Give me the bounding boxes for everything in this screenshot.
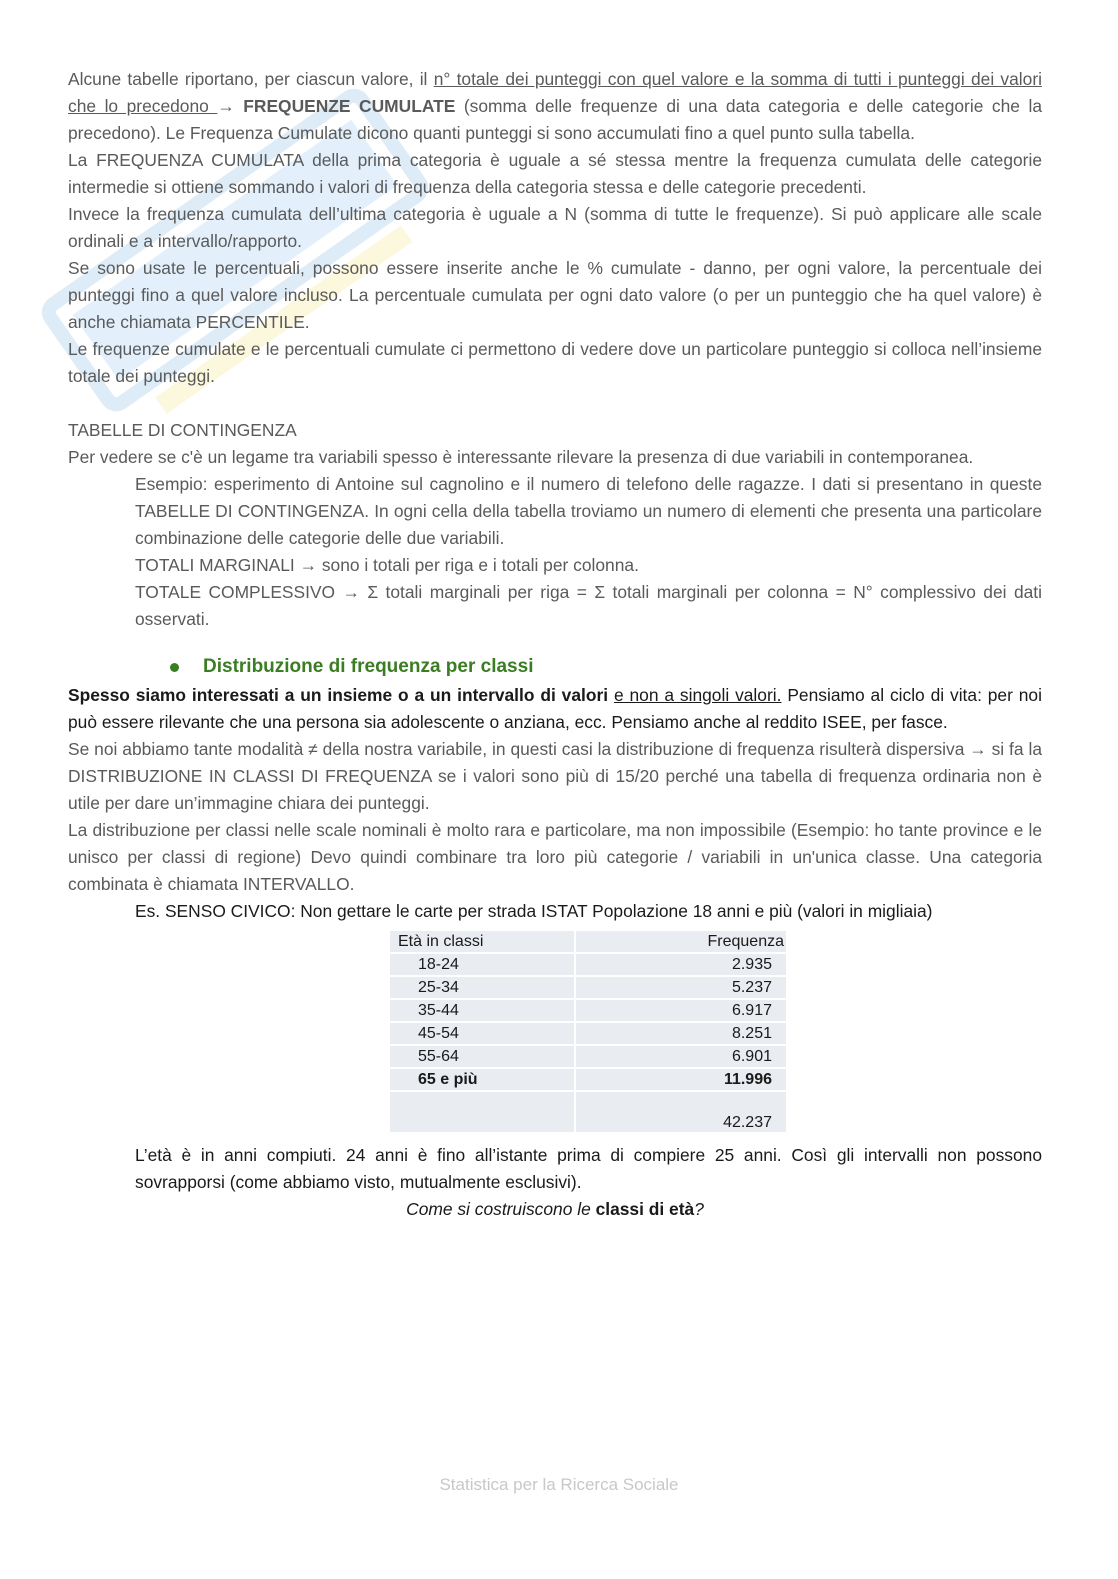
question-post: ? <box>694 1199 704 1219</box>
paragraph-classi-frequenza: Se noi abbiamo tante modalità ≠ della nostra variabile, in questi casi la distribuzione di frequenza risulterà dispersiva → si fa la DISTRIBUZIONE IN CLASSI DI FREQUENZA se i valori sono più di 15/20 perché una tabella di frequenza ordinaria non è utile per dare un’immagine chiara dei punteggi. <box>68 739 1042 813</box>
frequency-table-wrapper <box>388 929 788 1134</box>
table-total-row <box>390 1092 786 1132</box>
section-heading-text: Distribuzione di frequenza per classi <box>203 656 534 677</box>
paragraph-intervallo-valori <box>68 682 1042 736</box>
paragraph-frequenze-cumulate <box>68 66 1042 147</box>
cell-frequency: 6.901 <box>576 1046 786 1067</box>
cell-frequency: 11.996 <box>576 1069 786 1090</box>
arrow-symbol: → <box>217 96 244 116</box>
p1-pre: Alcune tabelle riportano, per ciascun valore, il <box>68 69 434 89</box>
p1-underlined: n° totale dei punteggi con quel valore e la somma di tutti i punteggi dei valori che lo precedono <box>68 69 1042 116</box>
cell-empty <box>390 1092 574 1132</box>
cell-class: 35-44 <box>390 1000 574 1021</box>
cell-class: 55-64 <box>390 1046 574 1067</box>
table-row <box>390 977 786 998</box>
section-heading-distribuzione <box>168 652 1042 682</box>
paragraph-question <box>68 1196 1042 1223</box>
paragraph-prima-categoria: La FREQUENZA CUMULATA della prima categoria è uguale a sé stessa mentre la frequenza cumulata delle categorie intermedie si ottiene sommando i valori di frequenza della categoria stessa e delle categorie precedenti. <box>68 150 1042 197</box>
cell-frequency: 6.917 <box>576 1000 786 1021</box>
term-frequenze-cumulate: FREQUENZE CUMULATE <box>243 96 456 116</box>
section-title-contingenza: TABELLE DI CONTINGENZA <box>68 420 297 440</box>
table-row <box>390 954 786 975</box>
paragraph-senso-civico: Es. SENSO CIVICO: Non gettare le carte per strada ISTAT Popolazione 18 anni e più (valori in migliaia) <box>135 901 933 921</box>
paragraph-anni-compiuti: L’età è in anni compiuti. 24 anni è fino all’istante prima di compiere 25 anni. Così gli intervalli non possono sovrapporsi (come abbiamo visto, mutualmente esclusivi). <box>135 1145 1042 1192</box>
table-header-row <box>390 931 786 952</box>
p10-rest: Pensiamo al ciclo di vita: per noi può essere rilevante che una persona sia adolescente o anziana, ecc. Pensiamo anche al reddito ISEE, per fasce. <box>68 685 1042 732</box>
cell-total: 42.237 <box>576 1092 786 1132</box>
cell-class: 65 e più <box>390 1069 574 1090</box>
paragraph-collocazione: Le frequenze cumulate e le percentuali cumulate ci permettono di vedere dove un particolare punteggio si colloca nell’insieme totale dei punteggi. <box>68 339 1042 386</box>
cell-class: 25-34 <box>390 977 574 998</box>
frequency-table <box>388 929 788 1134</box>
cell-class: 45-54 <box>390 1023 574 1044</box>
p1-rest: (somma delle frequenze di una data categoria e delle categorie che la precedono). Le Frequenza Cumulate dicono quanti punteggi si sono accumulati fino a quel punto sulla tabella. <box>68 96 1042 143</box>
table-row <box>390 1046 786 1067</box>
table-row <box>390 1069 786 1090</box>
question-bold: classi di età <box>595 1199 695 1219</box>
header-eta-classi: Età in classi <box>390 931 574 952</box>
paragraph-totali-marginali: TOTALI MARGINALI → sono i totali per riga e i totali per colonna. <box>135 555 639 575</box>
bullet-icon <box>170 663 179 672</box>
header-frequenza: Frequenza <box>576 931 786 952</box>
p10-bold: Spesso siamo interessati a un insieme o a un intervallo di valori <box>68 685 609 705</box>
cell-class: 18-24 <box>390 954 574 975</box>
paragraph-ultima-categoria: Invece la frequenza cumulata dell’ultima categoria è uguale a N (somma di tutte le frequenze). Si può applicare alle scale ordinali e a intervallo/rapporto. <box>68 204 1042 251</box>
paragraph-esempio-antoine: Esempio: esperimento di Antoine sul cagnolino e il numero di telefono delle ragazze. I dati si presentano in queste TABELLE DI CONTINGENZA. In ogni cella della tabella troviamo un numero di elementi che presenta una particolare combinazione delle categorie delle due variabili. <box>135 474 1042 548</box>
paragraph-scale-nominali: La distribuzione per classi nelle scale nominali è molto rara e particolare, ma non impossibile (Esempio: ho tante province e le unisco per classi di regione) Devo quindi combinare tra loro più categorie / variabili in un'unica classe. Una categoria combinata è chiamata INTERVALLO. <box>68 820 1042 894</box>
cell-frequency: 8.251 <box>576 1023 786 1044</box>
table-row <box>390 1000 786 1021</box>
paragraph-percentile: Se sono usate le percentuali, possono essere inserite anche le % cumulate - danno, per ogni valore, la percentuale dei punteggi fino a quel valore incluso. La percentuale cumulata per ogni dato valore (o per un punteggio che ha quel valore) è anche chiamata PERCENTILE. <box>68 258 1042 332</box>
document-body <box>68 66 1042 1223</box>
table-row <box>390 1023 786 1044</box>
paragraph-legame-variabili: Per vedere se c'è un legame tra variabili spesso è interessante rilevare la presenza di due variabili in contemporanea. <box>68 447 974 467</box>
p10-underlined: e non a singoli valori. <box>613 685 782 705</box>
cell-frequency: 5.237 <box>576 977 786 998</box>
cell-frequency: 2.935 <box>576 954 786 975</box>
paragraph-totale-complessivo: TOTALE COMPLESSIVO → Σ totali marginali per riga = Σ totali marginali per colonna = N° complessivo dei dati osservati. <box>135 582 1042 629</box>
question-pre: Come si costruiscono le <box>406 1199 596 1219</box>
page-footer: Statistica per la Ricerca Sociale <box>439 1475 679 1494</box>
